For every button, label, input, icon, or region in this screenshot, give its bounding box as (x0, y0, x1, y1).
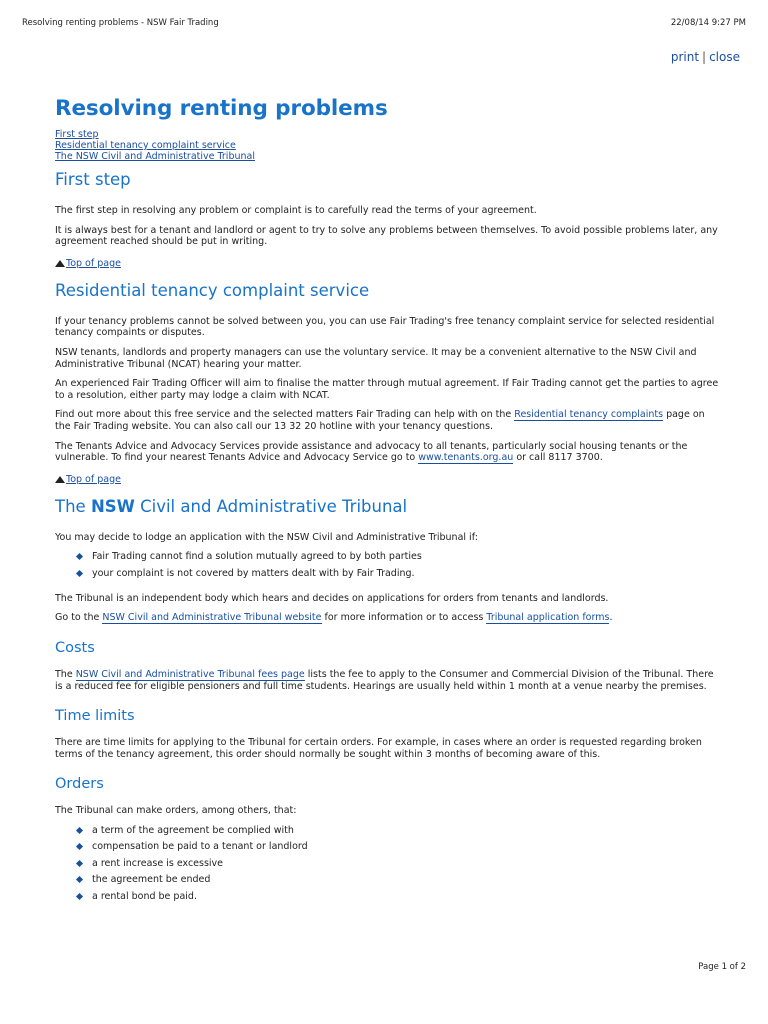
bullet-icon (76, 860, 83, 867)
list-item (77, 551, 720, 562)
print-header (22, 18, 746, 32)
residential-tenancy-complaints-link[interactable]: Residential tenancy complaints (514, 409, 664, 421)
orders-bullet-list (55, 825, 720, 902)
tribunal-heading-a: The (55, 496, 91, 516)
list-item-text: a rent increase is excessive (92, 857, 224, 869)
tenants-website-link[interactable]: www.tenants.org.au (418, 452, 514, 464)
heading-tribunal (55, 497, 720, 516)
bullet-icon (76, 893, 83, 900)
page-title: Resolving renting problems (55, 96, 388, 121)
list-item (77, 825, 720, 836)
toc-link-complaint-service[interactable]: Residential tenancy complaint service (55, 140, 236, 151)
list-item-text: a term of the agreement be complied with (92, 824, 294, 836)
complaint-paragraph-4 (55, 409, 720, 432)
bullet-icon (76, 827, 83, 834)
tribunal-heading-bold: NSW (90, 496, 135, 516)
complaint-p5-text-a: The Tenants Advice and Advocacy Services provide assistance and advocacy to all tenants, particularly social housing tenants or the vulnerable. To find your nearest Tenants Advice and Advocacy Service go to (55, 440, 688, 464)
heading-first-step: First step (55, 170, 131, 189)
costs-paragraph (55, 669, 720, 692)
first-step-paragraph-2: It is always best for a tenant and landlord or agent to try to solve any problems between themselves. To avoid possible problems later, any agreement reached should be put in writing. (55, 224, 718, 248)
list-item-text: compensation be paid to a tenant or landlord (92, 841, 308, 853)
time-limits-paragraph: There are time limits for applying to the Tribunal for certain orders. For example, in cases where an order is requested regarding broken terms of the tenancy agreement, this order should normally be sought within 3 months of becoming aware of this. (55, 737, 702, 760)
toc-link-tribunal[interactable]: The NSW Civil and Administrative Tribunal (55, 151, 255, 162)
top-of-page-link[interactable]: Top of page (66, 257, 121, 269)
print-header-title: Resolving renting problems - NSW Fair Trading (22, 18, 219, 28)
tribunal-intro: You may decide to lodge an application with the NSW Civil and Administrative Tribunal if: (55, 531, 478, 543)
list-item (77, 874, 720, 885)
print-header-datetime: 22/08/14 9:27 PM (670, 18, 746, 28)
list-item-text: your complaint is not covered by matters dealt with by Fair Trading. (92, 567, 415, 579)
costs-text-a: The (55, 669, 76, 680)
list-item-text: a rental bond be paid. (92, 890, 197, 902)
up-arrow-icon (55, 260, 65, 267)
tribunal-website-link[interactable]: NSW Civil and Administrative Tribunal website (102, 612, 322, 624)
toc-link-first-step[interactable]: First step (55, 129, 99, 140)
heading-costs: Costs (55, 640, 95, 656)
main-content (55, 92, 720, 916)
bullet-icon (76, 553, 83, 560)
first-step-paragraph-1: The first step in resolving any problem or complaint is to carefully read the terms of your agreement. (55, 205, 537, 216)
complaint-paragraph-1: If your tenancy problems cannot be solved between you, you can use Fair Trading's free tenancy complaint service for selected residential tenancy compaints or disputes. (55, 315, 715, 339)
complaint-p4-text-a: Find out more about this free service and the selected matters Fair Trading can help with on the (55, 409, 515, 421)
list-item (77, 891, 720, 902)
complaint-p4-text-b: page on the Fair Trading website. You can also call our 13 32 20 hotline with your tenancy questions. (55, 409, 705, 432)
complaint-paragraph-5 (55, 441, 720, 464)
list-item (77, 568, 720, 579)
tribunal-p3-text-a: Go to the (55, 612, 103, 624)
tribunal-application-forms-link[interactable]: Tribunal application forms (486, 612, 610, 624)
table-of-contents (55, 129, 720, 162)
bullet-icon (76, 570, 83, 577)
list-item (77, 858, 720, 869)
list-item-text: Fair Trading cannot find a solution mutually agreed to by both parties (92, 551, 422, 563)
close-link[interactable]: close (709, 50, 740, 64)
heading-complaint-service: Residential tenancy complaint service (55, 280, 370, 300)
orders-intro: The Tribunal can make orders, among others, that: (55, 805, 297, 817)
top-of-page-link[interactable]: Top of page (66, 473, 121, 485)
print-link[interactable]: print (670, 50, 700, 64)
tribunal-paragraph-3 (55, 612, 720, 624)
heading-time-limits: Time limits (55, 708, 135, 725)
complaint-p5-text-b: or call 8117 3700. (513, 452, 603, 464)
tribunal-p3-text-b: for more information or to access (321, 612, 487, 624)
top-of-page-1 (55, 258, 720, 269)
up-arrow-icon (55, 476, 65, 483)
bullet-icon (76, 843, 83, 850)
tribunal-paragraph-2: The Tribunal is an independent body which hears and decides on applications for orders from tenants and landlords. (55, 592, 609, 604)
complaint-paragraph-3: An experienced Fair Trading Officer will aim to finalise the matter through mutual agreement. If Fair Trading cannot get the parties to agree to a resolution, either party may lodge a claim with NCAT. (55, 378, 719, 401)
top-of-page-2 (55, 474, 720, 485)
tribunal-p3-text-c: . (609, 612, 613, 624)
page-number: Page 1 of 2 (698, 962, 746, 972)
tribunal-fees-link[interactable]: NSW Civil and Administrative Tribunal fees page (75, 669, 305, 680)
list-item-text: the agreement be ended (92, 874, 211, 886)
costs-text-b: lists the fee to apply to the Consumer and Commercial Division of the Tribunal. There is a reduced fee for eligible pensioners and full time students. Hearings are usually held within 1 month at a venue nearby the premises. (55, 669, 714, 692)
list-item (77, 841, 720, 852)
tribunal-bullet-list (55, 551, 720, 579)
bullet-icon (76, 876, 83, 883)
toolbar-separator: | (702, 50, 707, 64)
toolbar (671, 50, 740, 64)
heading-orders: Orders (55, 776, 104, 793)
complaint-paragraph-2: NSW tenants, landlords and property managers can use the voluntary service. It may be a convenient alternative to the NSW Civil and Administrative Tribunal (NCAT) hearing your matter. (55, 346, 697, 370)
tribunal-heading-b: Civil and Administrative Tribunal (134, 496, 408, 516)
